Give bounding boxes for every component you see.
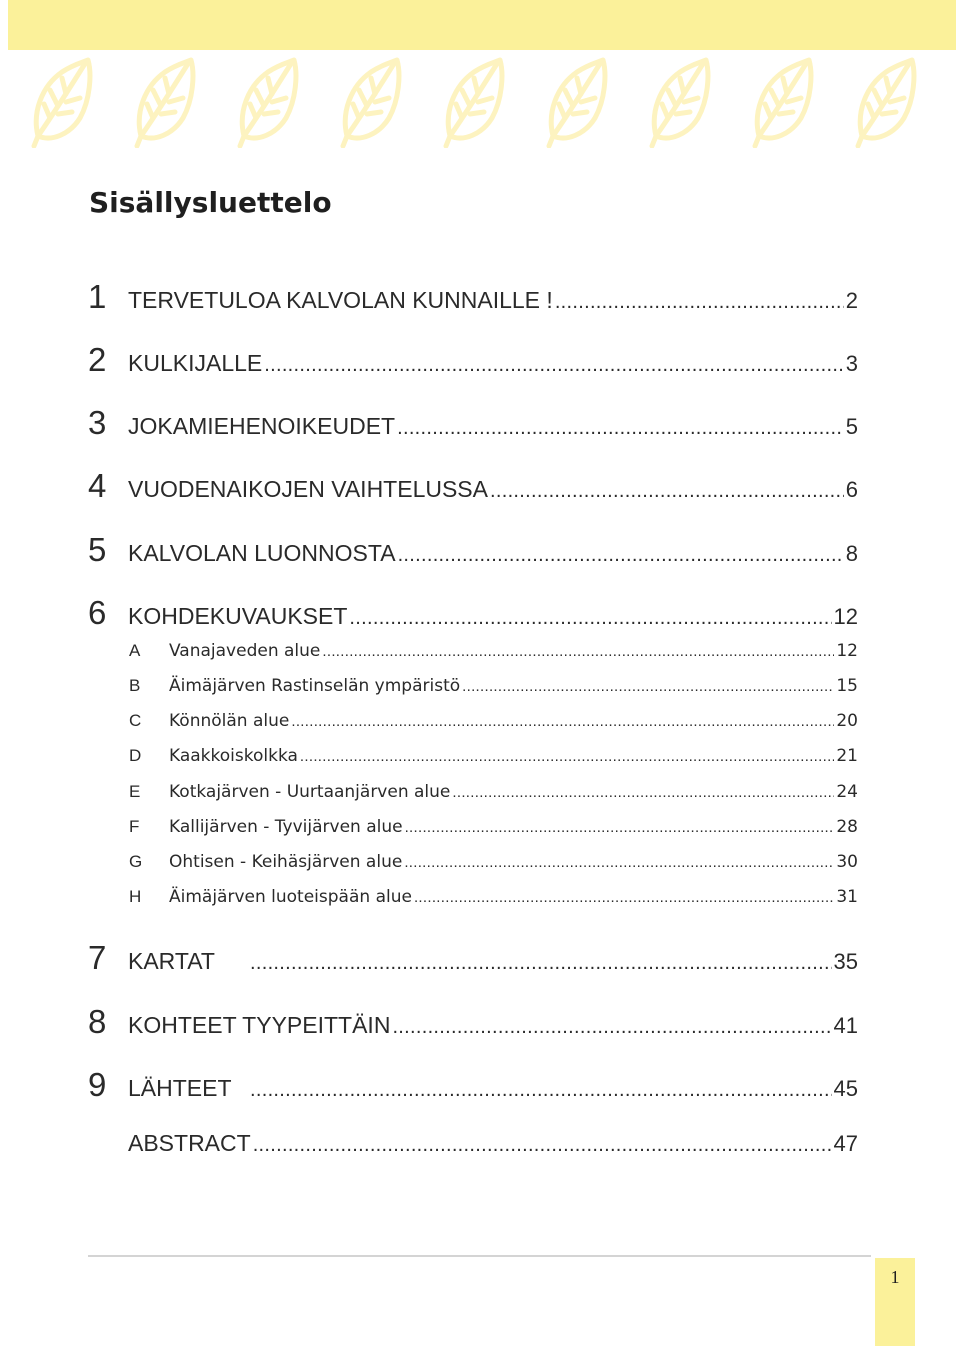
toc-entry[interactable] [88, 594, 858, 632]
toc-entry[interactable] [88, 531, 858, 569]
toc-entry-page: 2 [845, 288, 858, 313]
toc-entry-page: 41 [833, 1013, 858, 1038]
dot-leader [398, 544, 844, 567]
birch-leaf-icon [854, 52, 920, 148]
toc-subentry-label: Kaakkoiskolkka [169, 746, 298, 766]
birch-leaf-icon [133, 52, 199, 148]
toc-subentry-letter: B [129, 676, 141, 695]
toc-subentry[interactable] [88, 711, 858, 731]
toc-subentry[interactable] [88, 746, 858, 766]
toc-entry-number: 3 [88, 404, 107, 441]
birch-leaf-icon [648, 52, 714, 148]
toc-subentry-page: 21 [836, 746, 858, 766]
toc-subentry[interactable] [88, 782, 858, 802]
dot-leader [555, 291, 844, 314]
toc-subentry-page: 24 [836, 782, 858, 802]
dot-leader [322, 643, 834, 660]
toc-subentry-label: Äimäjärven Rastinselän ympäristö [169, 676, 461, 696]
toc-subentry[interactable] [88, 641, 858, 661]
dot-leader [414, 889, 834, 906]
toc-entry-label: TERVETULOA KALVOLAN KUNNAILLE ! [128, 287, 553, 313]
toc-subentry-page: 15 [836, 676, 858, 696]
toc-entry-number: 1 [88, 278, 107, 315]
toc-entry-number: 5 [88, 531, 107, 568]
toc-entry-label: KULKIJALLE [128, 350, 263, 376]
toc-entry[interactable] [88, 939, 858, 977]
toc-entry-page: 6 [845, 477, 858, 502]
toc-subentry[interactable] [88, 676, 858, 696]
toc-subentry-page: 12 [836, 641, 858, 661]
toc-entry-number: 2 [88, 341, 107, 378]
toc-subentry-label: Könnölän alue [169, 711, 290, 731]
toc-subentry-letter: G [129, 852, 143, 871]
toc-entry-label: VUODENAIKOJEN VAIHTELUSSA [128, 476, 488, 502]
dot-leader [452, 784, 834, 801]
toc-entry-label: KOHDEKUVAUKSET [128, 603, 348, 629]
toc-subentry-letter: F [129, 817, 140, 836]
toc-subentry-letter: H [129, 887, 142, 906]
dot-leader [392, 1016, 831, 1039]
toc-subentry-letter: E [129, 782, 141, 801]
toc-subentry[interactable] [88, 887, 858, 907]
toc-subentry[interactable] [88, 852, 858, 872]
toc-subentry-label: Ohtisen - Keihäsjärven alue [169, 852, 403, 872]
toc-entry[interactable] [88, 341, 858, 379]
toc-entry[interactable] [88, 404, 858, 442]
toc-entry-label: KALVOLAN LUONNOSTA [128, 540, 396, 566]
toc-entry[interactable] [88, 278, 858, 316]
dot-leader [404, 854, 834, 871]
toc-entry[interactable] [88, 1066, 858, 1104]
leaf-decoration-row [0, 52, 960, 152]
birch-leaf-icon [339, 52, 405, 148]
toc-entry-label: LÄHTEET [128, 1075, 232, 1101]
dot-leader [490, 480, 844, 503]
toc-entry-number: 4 [88, 467, 107, 504]
toc-subentry-page: 31 [836, 887, 858, 907]
toc-entry-number: 7 [88, 939, 107, 976]
dot-leader [250, 1079, 832, 1102]
birch-leaf-icon [751, 52, 817, 148]
dot-leader [300, 748, 834, 765]
toc-subentry-label: Äimäjärven luoteispään alue [169, 887, 412, 907]
toc-entry-page: 8 [845, 541, 858, 566]
toc-subentry-letter: A [129, 641, 141, 660]
toc-entry-page: 35 [833, 949, 858, 974]
toc-subentry-page: 28 [836, 817, 858, 837]
toc-entry[interactable] [88, 1130, 858, 1157]
toc-entry-page: 12 [833, 604, 858, 629]
toc-subentry[interactable] [88, 817, 858, 837]
toc-entry-label: JOKAMIEHENOIKEUDET [128, 413, 396, 439]
dot-leader [462, 678, 834, 695]
toc-subentry-label: Kotkajärven - Uurtaanjärven alue [169, 782, 451, 802]
dot-leader [291, 713, 834, 730]
toc-entry-page: 47 [833, 1131, 858, 1156]
page-number: 1 [890, 1267, 900, 1287]
page-title: Sisällysluettelo [89, 186, 332, 219]
top-color-band [8, 0, 956, 50]
birch-leaf-icon [30, 52, 96, 148]
toc-subentry-label: Vanajaveden alue [169, 641, 321, 661]
dot-leader [349, 607, 831, 630]
toc-entry-label: KOHTEET TYYPEITTÄIN [128, 1012, 391, 1038]
toc-entry-page: 3 [845, 351, 858, 376]
toc-entry-number: 9 [88, 1066, 107, 1103]
birch-leaf-icon [442, 52, 508, 148]
toc-entry-label: ABSTRACT [128, 1130, 251, 1156]
toc-subentry-page: 30 [836, 852, 858, 872]
toc-subentry-label: Kallijärven - Tyvijärven alue [169, 817, 403, 837]
dot-leader [253, 1134, 832, 1157]
toc-entry-page: 5 [845, 414, 858, 439]
birch-leaf-icon [236, 52, 302, 148]
footer-divider [88, 1255, 871, 1257]
dot-leader [405, 819, 835, 836]
toc-subentry-letter: C [129, 711, 142, 730]
toc-subentry-page: 20 [836, 711, 858, 731]
toc-entry[interactable] [88, 1003, 858, 1041]
toc-entry[interactable] [88, 467, 858, 505]
toc-entry-number: 6 [88, 594, 107, 631]
birch-leaf-icon [545, 52, 611, 148]
toc-subentry-letter: D [129, 746, 142, 765]
dot-leader [264, 354, 844, 377]
toc-entry-page: 45 [833, 1076, 858, 1101]
toc-entry-number: 8 [88, 1003, 107, 1040]
dot-leader [250, 952, 832, 975]
toc-entry-label: KARTAT [128, 948, 215, 974]
dot-leader [397, 417, 844, 440]
